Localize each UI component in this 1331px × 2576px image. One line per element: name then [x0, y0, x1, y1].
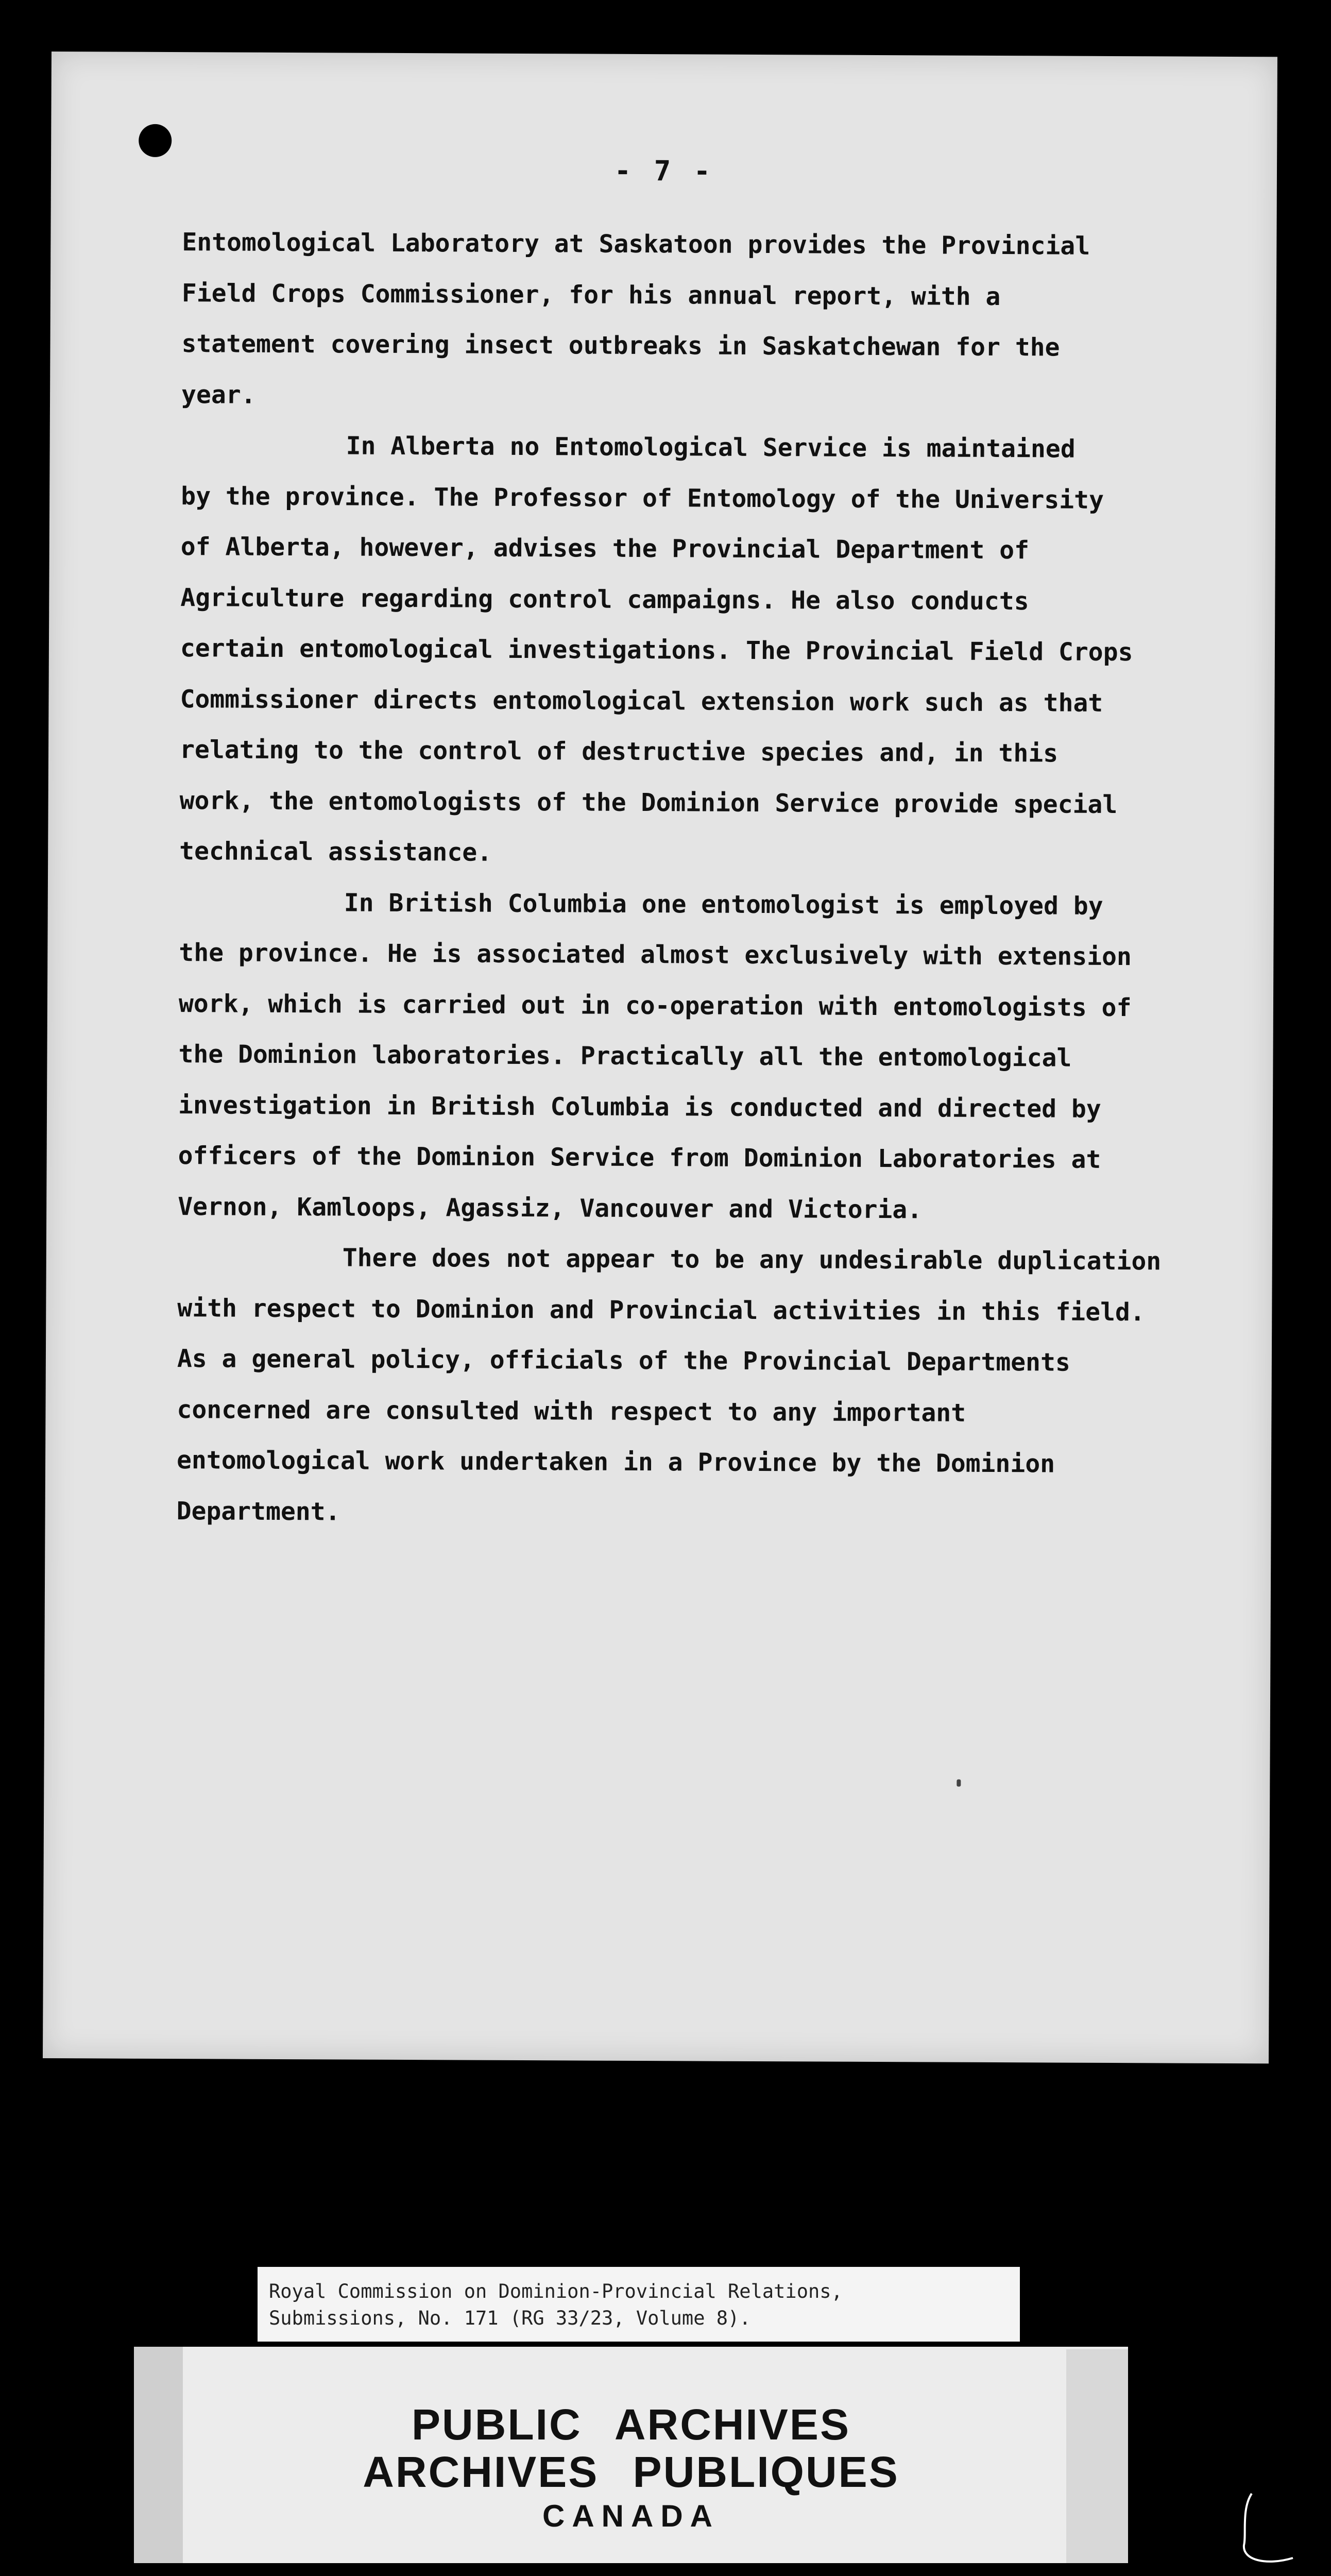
page-number: - 7 -	[614, 154, 714, 188]
paragraph-2: In Alberta no Entomological Service is maintained by the province. The Professor of Entomology of the University of Alberta, however, advises the Provincial Department of Agriculture regarding control campaigns. He also conducts certain entomological investigations. The Provincial Field Crops Commissioner directs entomological extension work such as that relating to the control of destructive species and, in this work, the entomologists of the Dominion Service provide special technical assistance.	[179, 431, 1133, 867]
document-page	[43, 52, 1277, 2063]
paragraph-1: Entomological Laboratory at Saskatoon provides the Provincial Field Crops Commissioner, for his annual report, with a statement covering insect outbreaks in Saskatchewan for the year.	[181, 228, 1090, 410]
paragraph-3: In British Columbia one entomologist is employed by the province. He is associated almost exclusively with extension work, which is carried out in co-operation with entomologists of the Dominion laboratories. Practically all the entomological investigation in British Columbia is conducted and directed by officers of the Dominion Service from Dominion Laboratories at Vernon, Kamloops, Agassiz, Vancouver and Victoria.	[178, 888, 1132, 1224]
citation-line-2: Submissions, No. 171 (RG 33/23, Volume 8).	[269, 2307, 751, 2329]
citation-label	[258, 2267, 1020, 2342]
stamp-line-3: CANADA	[542, 2499, 720, 2533]
paragraph-4: There does not appear to be any undesirable duplication with respect to Dominion and Provincial activities in this field. As a general policy, officials of the Provincial Departments concerned are consulted with respect to any important entomological work undertaken in a Province by the Dominion Department.	[176, 1243, 1162, 1526]
archive-stamp-text	[134, 2401, 1128, 2537]
paper-speck	[957, 1780, 961, 1787]
scribble-mark	[1236, 2488, 1313, 2571]
document-body	[176, 217, 1253, 1541]
citation-line-1: Royal Commission on Dominion-Provincial Relations,	[269, 2280, 843, 2302]
stamp-line-2: ARCHIVES PUBLIQUES	[363, 2448, 899, 2496]
stamp-line-1: PUBLIC ARCHIVES	[412, 2400, 850, 2449]
